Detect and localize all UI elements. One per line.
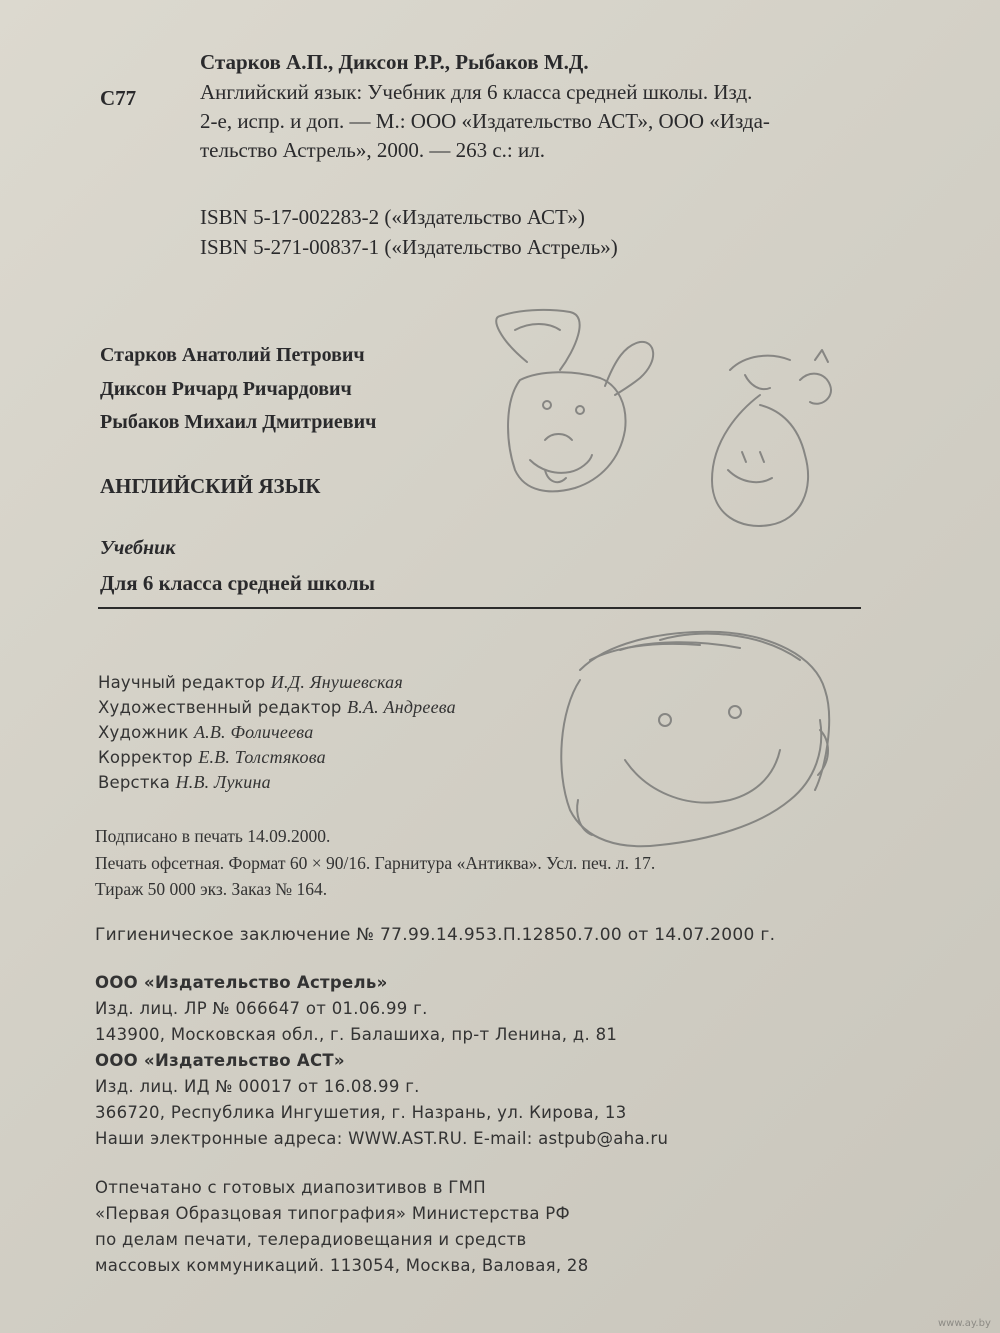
publisher-astrel-name: ООО «Издательство Астрель» — [95, 973, 388, 992]
publisher-astrel-address: 143900, Московская обл., г. Балашиха, пр-т Ленина, д. 81 — [95, 1025, 618, 1044]
author-full-2: Диксон Ричард Ричардович — [100, 378, 352, 400]
credit-name: И.Д. Янушевская — [270, 672, 403, 692]
biblio-line-3: тельство Астрель», 2000. — 263 с.: ил. — [200, 138, 545, 162]
credit-name: А.В. Фоличеева — [193, 722, 314, 742]
isbn-astrel: ISBN 5-271-00837-1 («Издательство Астрель») — [200, 235, 618, 259]
typography-line-4: массовых коммуникаций. 113054, Москва, Валовая, 28 — [95, 1256, 589, 1275]
credit-role: Научный редактор — [98, 673, 266, 692]
small-face-doodle-icon — [712, 350, 831, 526]
credit-name: Н.В. Лукина — [175, 772, 271, 792]
credit-role: Художественный редактор — [98, 698, 342, 717]
typography-line-3: по делам печати, телерадиовещания и средств — [95, 1230, 527, 1249]
credit-role: Корректор — [98, 748, 193, 767]
authors-short: Старков А.П., Диксон Р.Р., Рыбаков М.Д. — [200, 50, 589, 74]
credit-role: Верстка — [98, 773, 171, 792]
credit-role: Художник — [98, 723, 189, 742]
print-run: Тираж 50 000 экз. Заказ № 164. — [95, 879, 328, 899]
credit-name: Е.В. Толстякова — [198, 747, 326, 767]
credit-name: В.А. Андреева — [347, 697, 456, 717]
biblio-line-1: Английский язык: Учебник для 6 класса средней школы. Изд. — [200, 80, 753, 104]
book-audience: Для 6 класса средней школы — [100, 571, 376, 595]
watermark: www.ay.by — [938, 1318, 991, 1329]
biblio-line-2: 2-е, испр. и доп. — М.: ООО «Издательство АСТ», ООО «Изда- — [200, 109, 770, 133]
publisher-ast-address: 366720, Республика Ингушетия, г. Назрань, ул. Кирова, 13 — [95, 1103, 627, 1122]
author-full-1: Старков Анатолий Петрович — [100, 344, 365, 366]
publisher-ast-license: Изд. лиц. ИД № 00017 от 16.08.99 г. — [95, 1077, 420, 1096]
catalog-code: С77 — [100, 86, 137, 110]
publisher-ast-name: ООО «Издательство АСТ» — [95, 1051, 345, 1070]
typography-line-2: «Первая Образцовая типография» Министерства РФ — [95, 1204, 571, 1223]
book-title: АНГЛИЙСКИЙ ЯЗЫК — [100, 474, 321, 498]
author-full-3: Рыбаков Михаил Дмитриевич — [100, 411, 377, 433]
big-face-doodle-icon — [561, 632, 829, 846]
isbn-ast: ISBN 5-17-002283-2 («Издательство АСТ») — [200, 205, 585, 229]
typography-line-1: Отпечатано с готовых диапозитивов в ГМП — [95, 1178, 486, 1197]
publisher-astrel-license: Изд. лиц. ЛР № 066647 от 01.06.99 г. — [95, 999, 428, 1018]
print-format: Печать офсетная. Формат 60 × 90/16. Гарнитура «Антиква». Усл. печ. л. 17. — [95, 853, 656, 873]
book-subtitle: Учебник — [100, 537, 176, 559]
publisher-web: Наши электронные адреса: WWW.AST.RU. E-mail: astpub@aha.ru — [95, 1129, 669, 1148]
hygiene-certificate: Гигиеническое заключение № 77.99.14.953.П.12850.7.00 от 14.07.2000 г. — [95, 925, 776, 945]
bunny-doodle-icon — [496, 310, 653, 491]
print-signed: Подписано в печать 14.09.2000. — [95, 826, 331, 846]
